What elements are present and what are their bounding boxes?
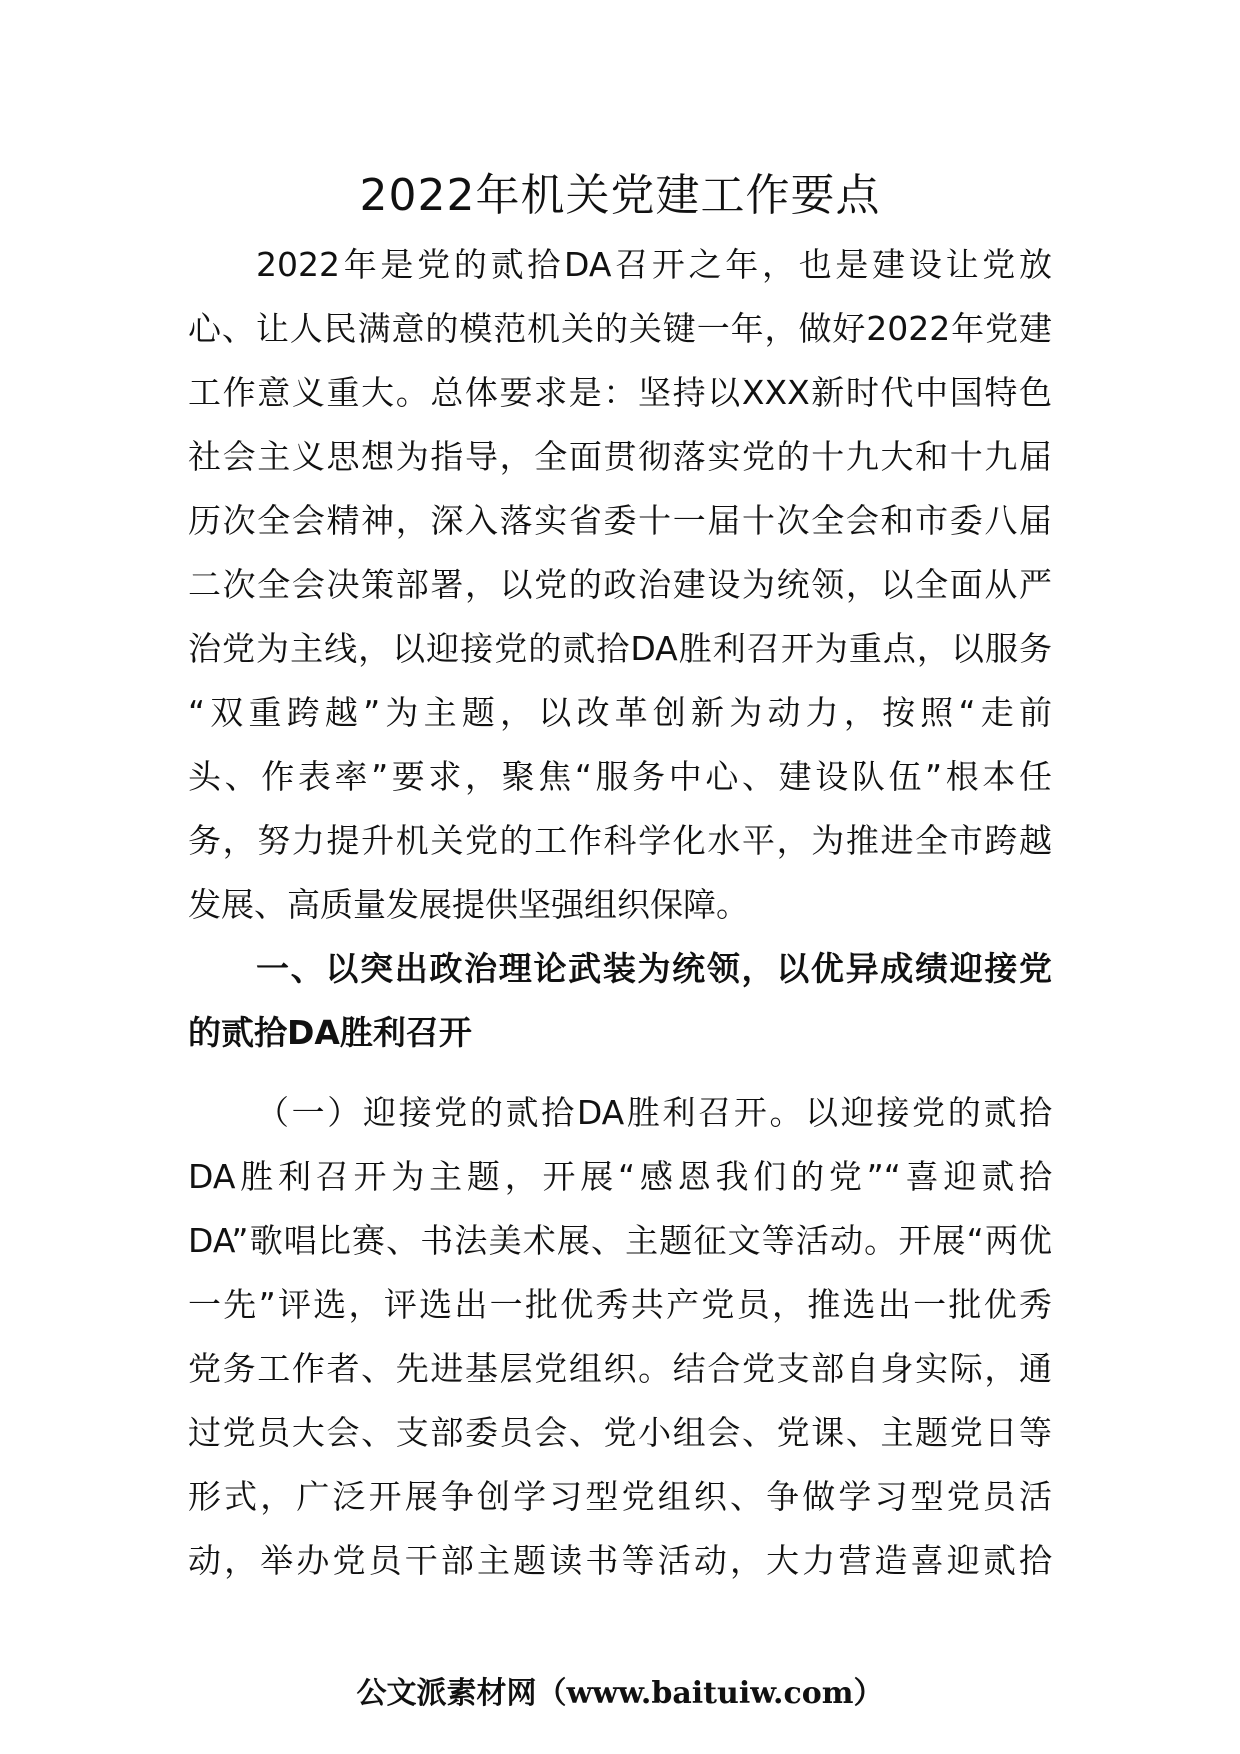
text-line: 动，举办党员干部主题读书等活动，大力营造喜迎贰拾 bbox=[188, 1541, 1052, 1580]
text-line: 一先”评选，评选出一批优秀共产党员，推选出一批优秀 bbox=[188, 1285, 1052, 1324]
text-line: 头、作表率”要求，聚焦“服务中心、建设队伍”根本任 bbox=[188, 757, 1052, 796]
text-line: 过党员大会、支部委员会、党小组会、党课、主题党日等 bbox=[188, 1413, 1052, 1452]
text-line: 2022年是党的贰拾DA召开之年，也是建设让党放 bbox=[256, 245, 1052, 284]
text-line: （一）迎接党的贰拾DA胜利召开。以迎接党的贰拾 bbox=[256, 1093, 1052, 1132]
text-line: 二次全会决策部署，以党的政治建设为统领，以全面从严 bbox=[188, 565, 1052, 604]
intro-paragraph bbox=[188, 233, 1052, 937]
section-heading-1 bbox=[188, 937, 1052, 1065]
text-line: 治党为主线，以迎接党的贰拾DA胜利召开为重点，以服务 bbox=[188, 629, 1052, 668]
text-line: DA胜利召开为主题，开展“感恩我们的党”“喜迎贰拾 bbox=[188, 1157, 1052, 1196]
text-line: 工作意义重大。总体要求是：坚持以XXX新时代中国特色 bbox=[188, 373, 1052, 412]
text-line: 历次全会精神，深入落实省委十一届十次全会和市委八届 bbox=[188, 501, 1052, 540]
heading-line: 一、以突出政治理论武装为统领，以优异成绩迎接党 bbox=[256, 949, 1052, 988]
text-line: 务，努力提升机关党的工作科学化水平，为推进全市跨越 bbox=[188, 821, 1052, 860]
heading-line: 的贰拾DA胜利召开 bbox=[188, 1013, 472, 1052]
text-line: 形式，广泛开展争创学习型党组织、争做学习型党员活 bbox=[188, 1477, 1052, 1516]
text-line: 发展、高质量发展提供坚强组织保障。 bbox=[188, 885, 749, 924]
text-line: 心、让人民满意的模范机关的关键一年，做好2022年党建 bbox=[188, 309, 1052, 348]
text-line: 社会主义思想为指导，全面贯彻落实党的十九大和十九届 bbox=[188, 437, 1052, 476]
text-line: 党务工作者、先进基层党组织。结合党支部自身实际，通 bbox=[188, 1349, 1052, 1388]
footer-watermark: 公文派素材网（www.baituiw.com） bbox=[356, 1676, 884, 1711]
text-line: “双重跨越”为主题，以改革创新为动力，按照“走前 bbox=[188, 693, 1052, 732]
document-title: 2022年机关党建工作要点 bbox=[359, 170, 881, 221]
text-line: DA”歌唱比赛、书法美术展、主题征文等活动。开展“两优 bbox=[188, 1221, 1052, 1260]
section-paragraph-1 bbox=[188, 1081, 1052, 1593]
